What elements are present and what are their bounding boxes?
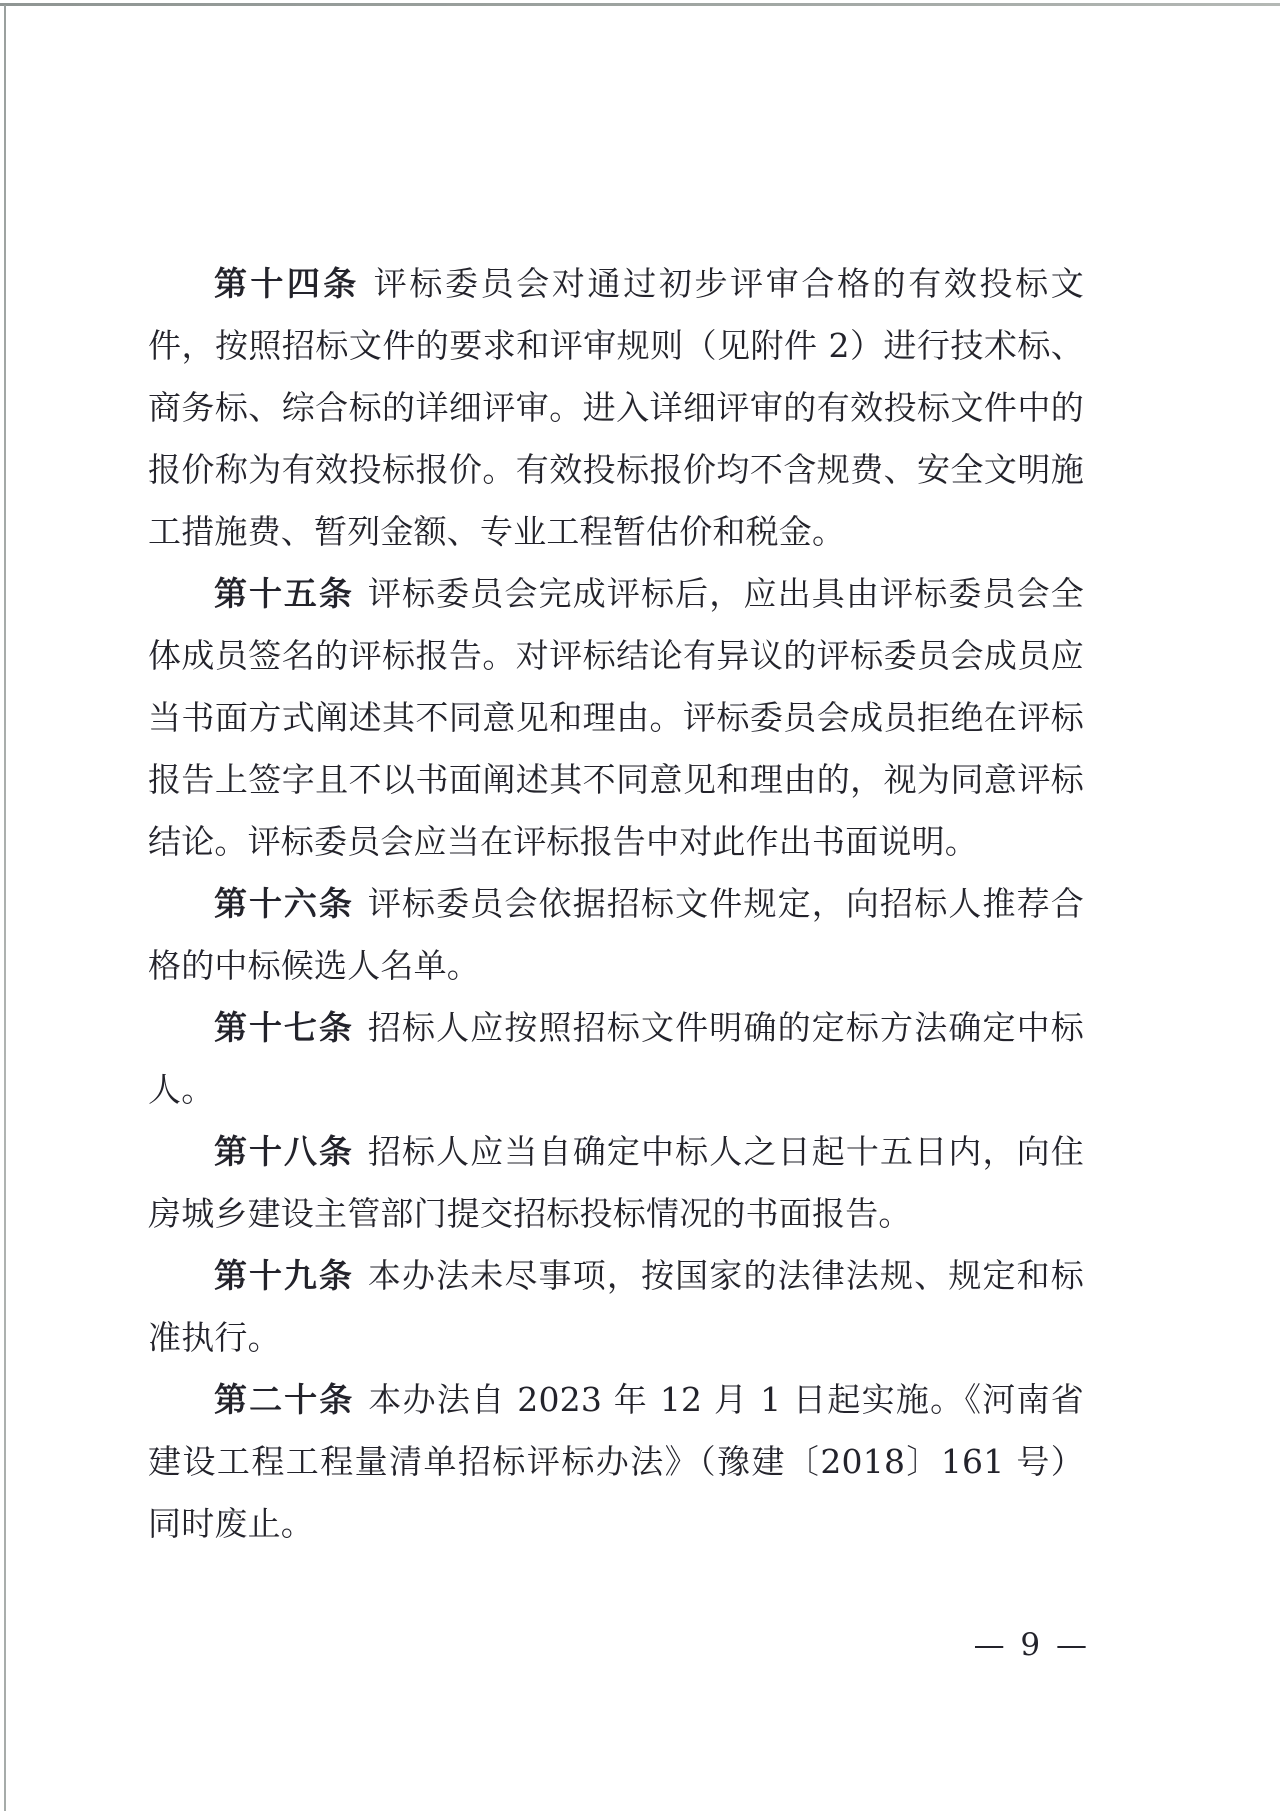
article-paragraph-17 [148, 997, 1084, 1121]
article-text: 本办法自 2023 年 12 月 1 日起实施。《河南省建设工程工程量清单招标评标办法》（豫建〔2018〕161 号）同时废止。 [148, 1380, 1085, 1543]
article-term: 第十五条 [214, 574, 354, 613]
article-paragraph-20 [148, 1369, 1084, 1555]
article-text: 招标人应按照招标文件明确的定标方法确定中标人。 [148, 1008, 1085, 1109]
article-text: 评标委员会完成评标后，应出具由评标委员会全体成员签名的评标报告。对评标结论有异议的评标委员会成员应当书面方式阐述其不同意见和理由。评标委员会成员拒绝在评标报告上签字且不以书面阐述其不同意见和理由的，视为同意评标结论。评标委员会应当在评标报告中对此作出书面说明。 [148, 574, 1085, 861]
article-term: 第十七条 [214, 1008, 354, 1047]
article-text: 评标委员会依据招标文件规定，向招标人推荐合格的中标候选人名单。 [148, 884, 1085, 985]
article-paragraph-15 [148, 563, 1084, 873]
article-term: 第十六条 [214, 884, 354, 923]
article-term: 第十四条 [214, 264, 360, 303]
article-text: 本办法未尽事项，按国家的法律法规、规定和标准执行。 [148, 1256, 1085, 1357]
document-body [148, 253, 1084, 1555]
scan-edge-top-line [0, 3, 1280, 6]
scan-edge-left-line [4, 5, 6, 1811]
article-text: 招标人应当自确定中标人之日起十五日内，向住房城乡建设主管部门提交招标投标情况的书面报告。 [148, 1132, 1085, 1233]
article-text: 评标委员会对通过初步评审合格的有效投标文件，按照招标文件的要求和评审规则（见附件 2）进行技术标、商务标、综合标的详细评审。进入详细评审的有效投标文件中的报价称为有效投标报价。有效投标报价均不含规费、安全文明施工措施费、暂列金额、专业工程暂估价和税金。 [148, 264, 1085, 551]
article-paragraph-16 [148, 873, 1084, 997]
article-paragraph-14 [148, 253, 1084, 563]
article-term: 第二十条 [214, 1380, 355, 1419]
article-paragraph-19 [148, 1245, 1084, 1369]
page-number: — 9 — [973, 1627, 1090, 1663]
article-term: 第十九条 [214, 1256, 354, 1295]
article-term: 第十八条 [214, 1132, 354, 1171]
article-paragraph-18 [148, 1121, 1084, 1245]
